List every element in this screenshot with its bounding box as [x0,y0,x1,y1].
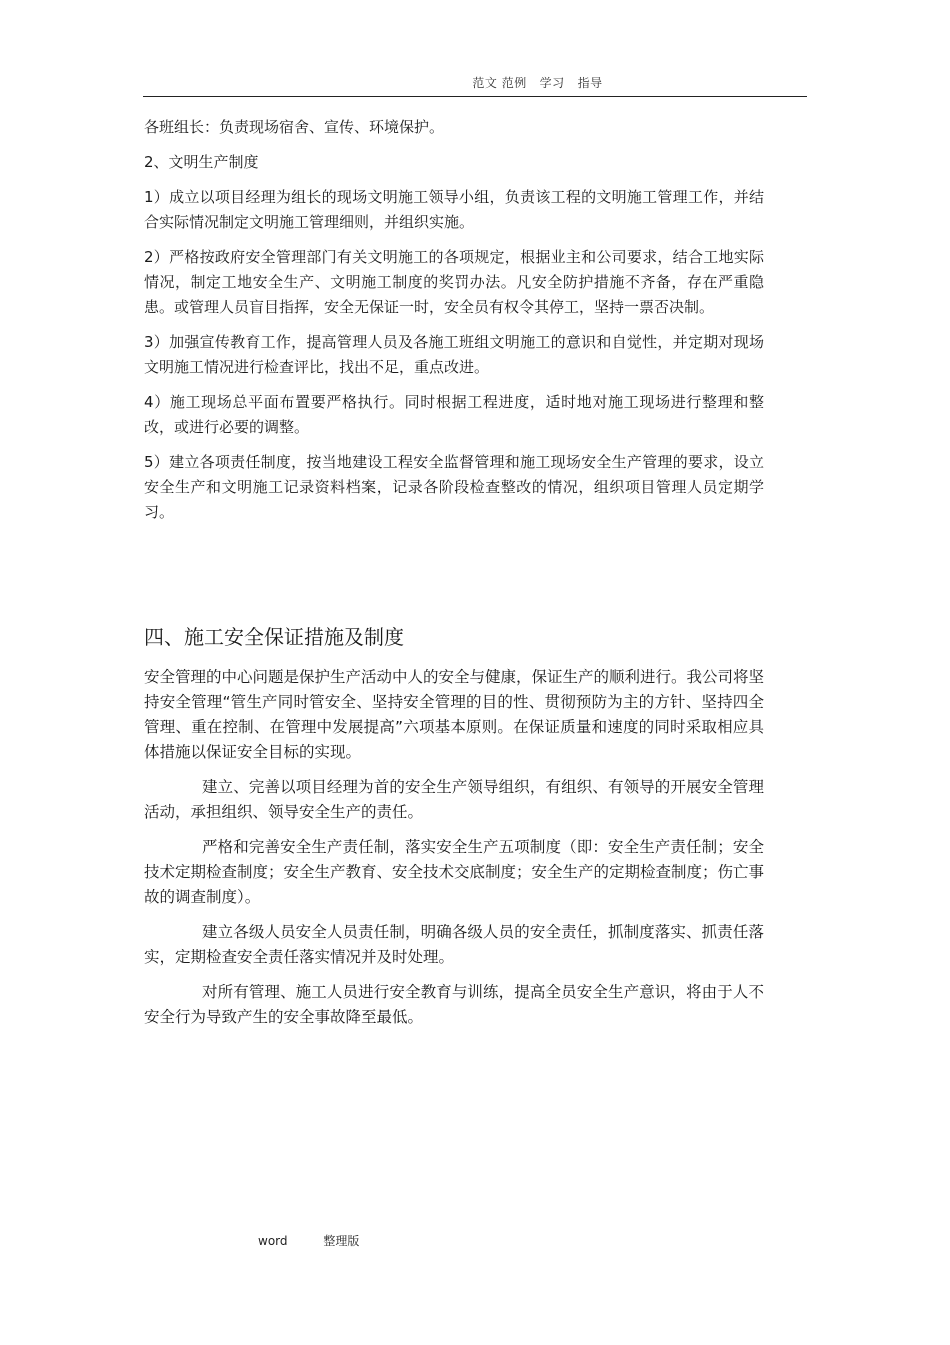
section-gap [144,535,764,623]
section-heading: 四、施工安全保证措施及制度 [144,625,404,649]
header-divider [143,96,807,97]
safety-measure-2: 严格和完善安全生产责任制，落实安全生产五项制度（即：安全生产责任制；安全技术定期检查制度；安全生产教育、安全技术交底制度；安全生产的定期检查制度；伤亡事故的调查制度）。 [144,838,765,906]
safety-measure-3: 建立各级人员安全人员责任制，明确各级人员的安全责任，抓制度落实、抓责任落实，定期检查安全责任落实情况并及时处理。 [144,923,764,966]
paragraph-item-3: 3）加强宣传教育工作，提高管理人员及各施工班组文明施工的意识和自觉性，并定期对现场文明施工情况进行检查评比，找出不足，重点改进。 [144,333,764,376]
safety-measure-4: 对所有管理、施工人员进行安全教育与训练，提高全员安全生产意识，将由于人不安全行为导致产生的安全事故降至最低。 [144,983,764,1026]
subheading-civilized-production: 2、文明生产制度 [144,153,259,171]
safety-measure-1: 建立、完善以项目经理为首的安全生产领导组织，有组织、有领导的开展安全管理活动，承担组织、领导安全生产的责任。 [144,778,764,821]
page-footer [258,1232,359,1249]
section-intro: 安全管理的中心问题是保护生产活动中人的安全与健康，保证生产的顺利进行。我公司将坚持安全管理“管生产同时管安全、坚持安全管理的目的性、贯彻预防为主的方针、坚持四全管理、重在控制、在管理中发展提高”六项基本原则。在保证质量和速度的同时采取相应具体措施以保证安全目标的实现。 [144,668,765,761]
paragraph-item-5: 5）建立各项责任制度，按当地建设工程安全监督管理和施工现场安全生产管理的要求，设立安全生产和文明施工记录资料档案，记录各阶段检查整改的情况，组织项目管理人员定期学习。 [144,453,764,521]
footer-word-label: word [258,1234,288,1248]
paragraph-item-1: 1）成立以项目经理为组长的现场文明施工领导小组，负责该工程的文明施工管理工作，并结合实际情况制定文明施工管理细则，并组织实施。 [144,188,764,231]
paragraph-team-leaders: 各班组长：负责现场宿舍、宣传、环境保护。 [144,118,445,136]
paragraph-item-2: 2）严格按政府安全管理部门有关文明施工的各项规定，根据业主和公司要求，结合工地实际情况，制定工地安全生产、文明施工制度的奖罚办法。凡安全防护措施不齐备，存在严重隐患。或管理人员盲目指挥，安全无保证一时，安全员有权令其停工，坚持一票否决制。 [144,248,764,316]
footer-edition-label: 整理版 [323,1234,360,1248]
paragraph-item-4: 4）施工现场总平面布置要严格执行。同时根据工程进度，适时地对施工现场进行整理和整改，或进行必要的调整。 [144,393,764,436]
document-body [144,115,764,1040]
page-header: 范文 范例 学习 指导 [472,76,603,90]
